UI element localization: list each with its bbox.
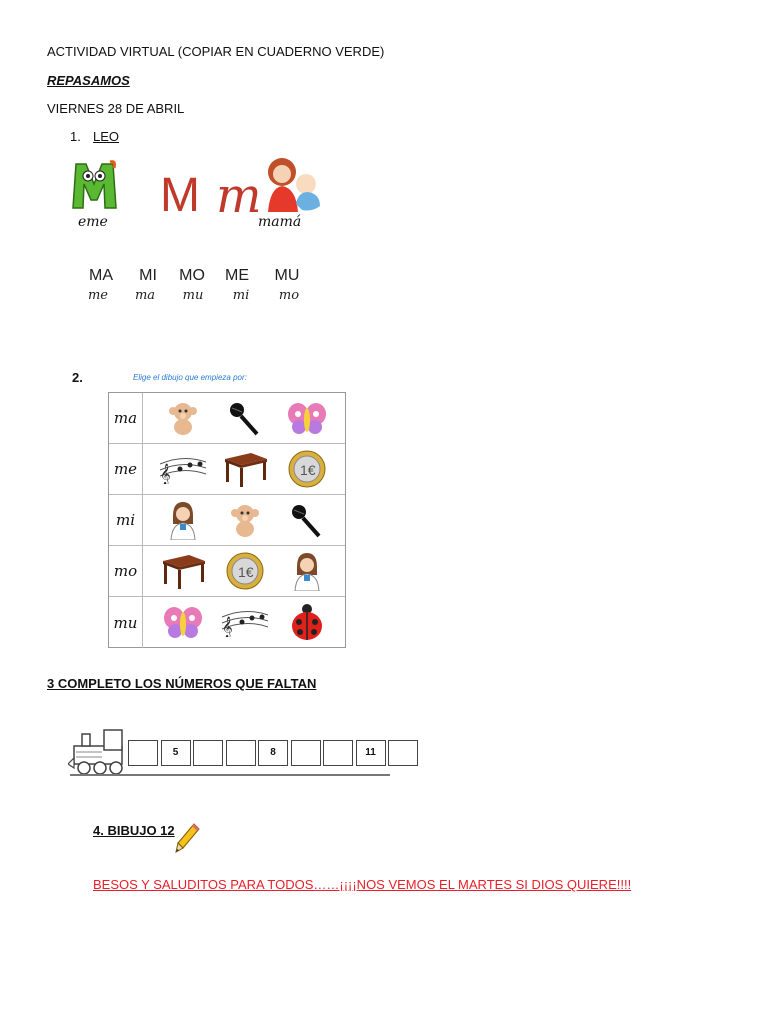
train-wagon: 11: [356, 740, 386, 766]
syllable-lower: ma: [134, 288, 156, 303]
letter-label: eme: [78, 214, 108, 230]
page-title: ACTIVIDAD VIRTUAL (COPIAR EN CUADERNO VERDE): [47, 44, 385, 59]
syllable-upper: ME: [225, 267, 249, 284]
section1-number: 1.: [70, 129, 81, 144]
svg-text:𝄞: 𝄞: [160, 464, 171, 484]
table-icon: [153, 550, 213, 592]
train-wagon: [388, 740, 418, 766]
butterfly-icon: [277, 397, 337, 439]
grid-syllable: mu: [109, 597, 143, 648]
syllable-picture-grid: [108, 392, 346, 648]
upper-letter: M: [160, 169, 200, 222]
coin-icon: [215, 550, 275, 592]
train-wagon: 8: [258, 740, 288, 766]
train-wagon: [291, 740, 321, 766]
doctor-icon: [277, 550, 337, 592]
section3-heading: 3 COMPLETO LOS NÚMEROS QUE FALTAN: [47, 676, 317, 691]
syllable-lower: me: [87, 288, 109, 303]
grid-syllable: ma: [109, 393, 143, 443]
svg-text:1€: 1€: [238, 564, 254, 580]
syllable-upper: MA: [89, 267, 113, 284]
date: VIERNES 28 DE ABRIL: [47, 101, 185, 116]
grid-syllable: mo: [109, 546, 143, 596]
syllable-upper: MO: [179, 267, 205, 284]
microphone-icon: [215, 397, 275, 439]
syllable-upper: MI: [139, 267, 157, 284]
syllable-upper: MU: [274, 267, 300, 284]
lower-letter: m: [216, 168, 262, 224]
grid-syllable: me: [109, 444, 143, 494]
section1-heading: LEO: [93, 129, 120, 144]
monkey-icon: [153, 397, 213, 439]
section2-instruction: Elige el dibujo que empieza por:: [133, 373, 247, 382]
table-icon: [215, 448, 275, 490]
butterfly-icon: [153, 601, 213, 643]
grid-row: [109, 495, 345, 546]
train-wagon: [323, 740, 353, 766]
ladybug-icon: [277, 601, 337, 643]
grid-row: [109, 444, 345, 495]
green-m-character-icon: [70, 158, 118, 208]
train-wagon: [128, 740, 158, 766]
section2-number: 2.: [72, 370, 83, 385]
coin-icon: [277, 448, 337, 490]
grid-row: [109, 393, 345, 444]
syllable-lower: mi: [232, 288, 250, 303]
monkey-icon: [215, 499, 275, 541]
music-notes-icon: [153, 448, 213, 490]
music-notes-icon: [215, 601, 275, 643]
train-wagon: 5: [161, 740, 191, 766]
subtitle: REPASAMOS: [47, 73, 130, 88]
pencil-icon: [174, 822, 200, 854]
grid-syllable: mi: [109, 495, 143, 545]
closing-message: BESOS Y SALUDITOS PARA TODOS……¡¡¡¡NOS VEMOS EL MARTES SI DIOS QUIERE!!!!: [93, 877, 632, 892]
word-label: mamá: [258, 214, 302, 230]
syllable-lower: mo: [278, 288, 300, 303]
locomotive-icon: [68, 724, 128, 774]
syllable-lower: mu: [182, 288, 204, 303]
train-wagon: [193, 740, 223, 766]
svg-text:𝄞: 𝄞: [222, 617, 233, 637]
section4-heading: 4. BIBUJO 12: [93, 823, 175, 838]
grid-row: [109, 546, 345, 597]
svg-text:1€: 1€: [300, 462, 316, 478]
train-track: [70, 774, 390, 776]
doctor-icon: [153, 499, 213, 541]
mother-baby-icon: [262, 156, 326, 214]
train-wagon: [226, 740, 256, 766]
microphone-icon: [277, 499, 337, 541]
grid-row: [109, 597, 345, 648]
